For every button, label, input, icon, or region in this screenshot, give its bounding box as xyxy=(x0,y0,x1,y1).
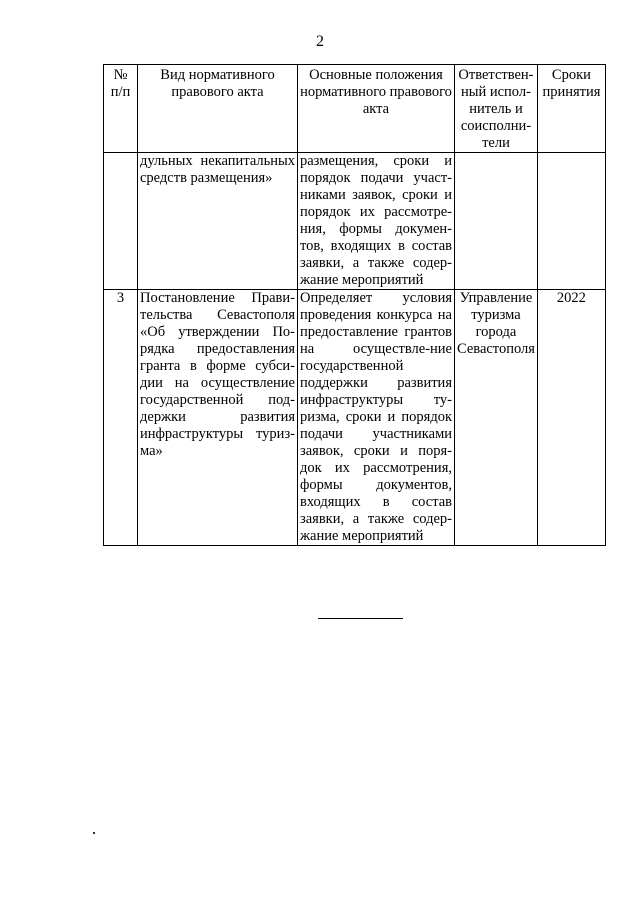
cell-number xyxy=(104,153,138,290)
cell-act-type: дульных некапитальных средств размещения» xyxy=(138,153,298,290)
legal-acts-table xyxy=(103,64,606,546)
table-row xyxy=(104,290,606,546)
scan-artifact-dot xyxy=(93,832,95,834)
table-row-continuation xyxy=(104,153,606,290)
cell-executor: Управление туризма города Севастополя xyxy=(455,290,538,546)
cell-executor xyxy=(455,153,538,290)
end-of-document-rule xyxy=(318,618,403,619)
cell-provisions: Определяет условия проведения конкурса на предоставление грантов на осуществле-ние государственной поддержки развития инфраструктуры ту-ризма, сроки и порядок подачи участниками заявок, сроки и поря-док их рассмотрения, формы документов, входящих в состав заявки, а также содер-жание мероприятий xyxy=(298,290,455,546)
header-number: № п/п xyxy=(104,65,138,153)
header-executor: Ответствен-ный испол-нитель и соисполни-тели xyxy=(455,65,538,153)
header-deadline: Сроки принятия xyxy=(537,65,605,153)
cell-provisions: размещения, сроки и порядок подачи участ-никами заявок, сроки и порядок их рассмотре-ния, формы докумен-тов, входящих в состав заявки, а также содер-жание мероприятий xyxy=(298,153,455,290)
cell-number: 3 xyxy=(104,290,138,546)
cell-act-type: Постановление Прави-тельства Севастополя «Об утверждении По-рядка предоставления гранта в форме субси-дии на осуществление государственной под-держки развития инфраструктуры туриз-ма» xyxy=(138,290,298,546)
page-number: 2 xyxy=(316,33,324,50)
header-act-type: Вид нормативного правового акта xyxy=(138,65,298,153)
header-provisions: Основные положения нормативного правового акта xyxy=(298,65,455,153)
table-header-row xyxy=(104,65,606,153)
cell-deadline: 2022 xyxy=(537,290,605,546)
cell-deadline xyxy=(537,153,605,290)
